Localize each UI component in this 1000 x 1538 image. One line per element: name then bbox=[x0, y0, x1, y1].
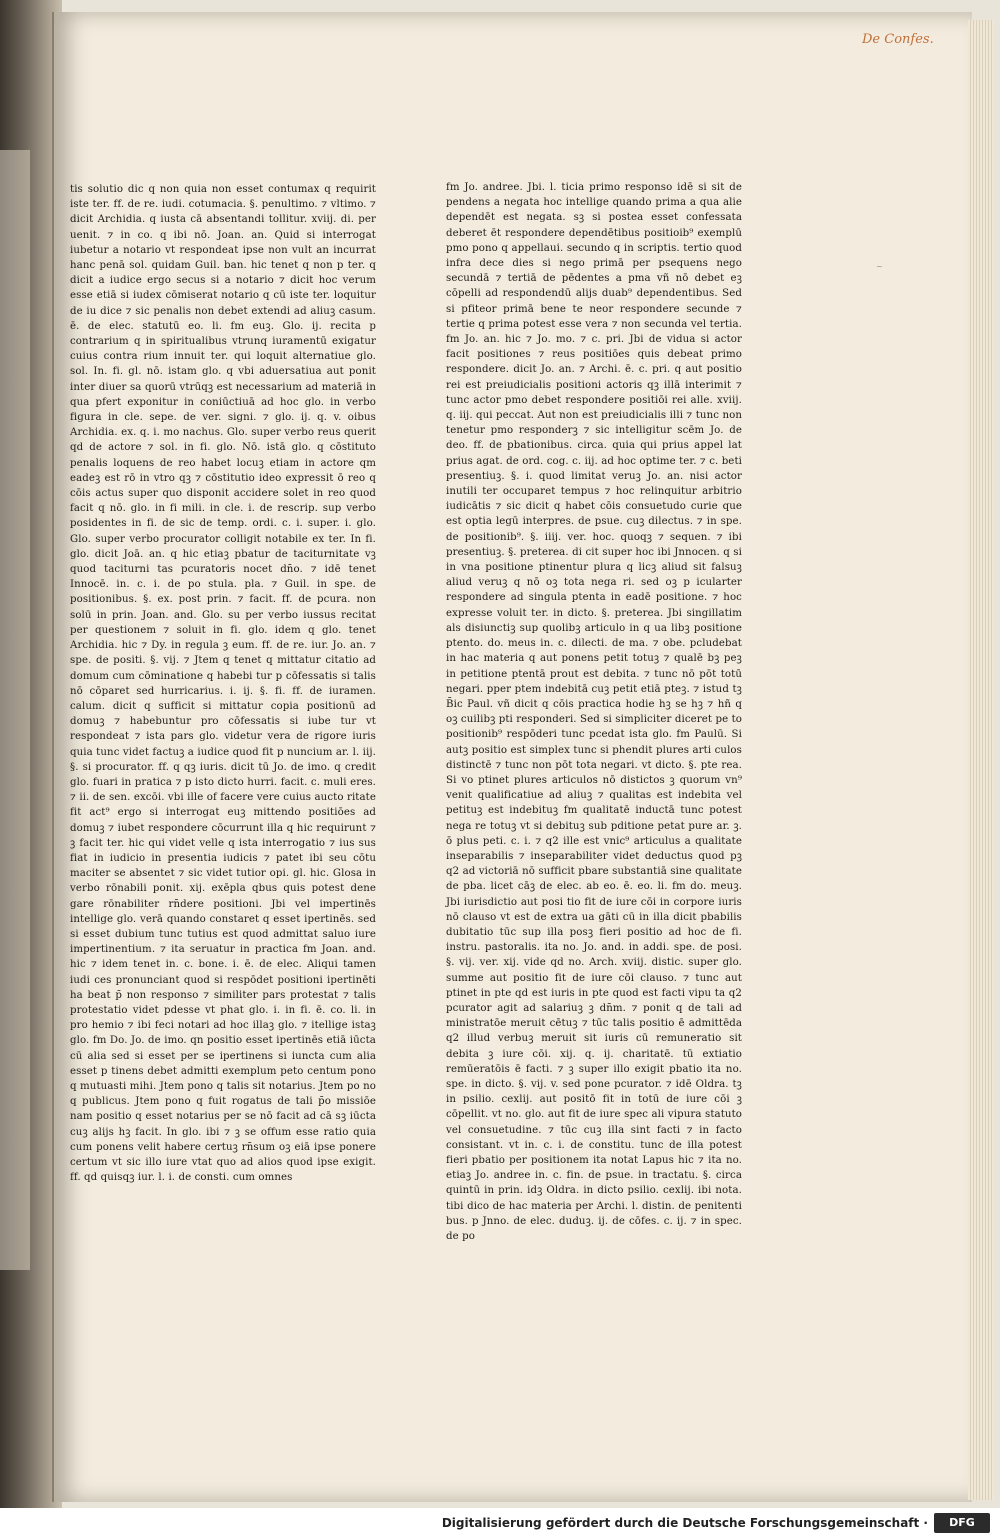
dfg-logo: DFG bbox=[934, 1513, 990, 1533]
footer-credit: Digitalisierung gefördert durch die Deutsche Forschungsgemeinschaft · bbox=[441, 1516, 928, 1530]
previous-page-edge bbox=[0, 150, 30, 1270]
left-text-column bbox=[70, 182, 376, 1185]
right-column-text: fm Jo. andree. Jbi. l. ticia primo responso idē si sit de pendens a negata hoc intellige quando prima a qua alie dependēt est negata. sꝫ si postea esset confessata deberet ēt respondere dependētibus positioib⁹ exemplū pmo pono q appellaui. secundo q in scriptis. tertio quod infra dece dies si nego primā per psequens nego secundā ⁊ tertiā de pēdentes a pma vñ nō debet eꝫ cōpelli ad respondendū alijs duab⁹ dependentibus. Sed si pfiteor primā bene te neor respondere secunde ⁊ tertie q prima potest esse vera ⁊ non secunda vel tertia. fm Jo. an. hic ⁊ Jo. mo. ⁊ c. pri. Jbi de vidua si actor facit positiones ⁊ reus positiōes quis debeat primo respondere. dicit Jo. an. ⁊ Archi. ē. c. pri. q aut positio rei est preiudicialis positioni actoris qꝫ illā interimit ⁊ tunc actor pmo debet respondere positiōi rei alle. xviij. q. iij. qui peccat. Aut non est preiudicialis illi ⁊ tunc non tenetur pmo responderꝫ ⁊ sic intelligitur scēm Jo. de deo. ff. de pbationibus. circa. quia qui prius appel lat prius agat. de ord. cog. c. iij. ad hoc optime ter. ⁊ c. beti presentiuꝫ. §. i. quod limitat veruꝫ Jo. an. nisi actor inutili ter occuparet tempus ⁊ hoc relinquitur arbitrio iudicātis ⁊ sic dicit q habet cōis consuetudo curie que est optia legū interpres. de psue. cuꝫ dilectus. ⁊ in spe. de positionib⁹. §. iiij. ver. hoc. quoqꝫ ⁊ sequen. ⁊ ibi presentiuꝫ. §. preterea. di cit super hoc ibi Jnnocen. q si in vna positione ptinentur plura q licꝫ aliud sit falsuꝫ aliud veruꝫ q nō oꝫ tota nega ri. sed oꝫ p icularter respondere ad singula ptenta in eadē positione. ⁊ hoc expresse voluit ter. in dicto. §. preterea. Jbi singillatim als disiunctiꝫ sup quolibꝫ articulo in q ua libꝫ positione ptento. do. meus in. c. dilecti. de ma. ⁊ obe. pcludebat in hac materia q aut ponens petit totuꝫ ⁊ qualē bꝫ peꝫ in petitione ptentā prout est debita. ⁊ tunc nō pōt totū negari. pper ptem indebitā cuꝫ petit etiā pteꝫ. ⁊ istud tꝫ B̄ic Paul. vñ dicit q cōis practica hodie hꝫ se hꝫ ⁊ hñ q oꝫ cuilibꝫ pti responderi. Sed si simpliciter diceret pe to positionib⁹ respōderi tunc pcedat ista glo. fm Paulū. Si autꝫ positio est simplex tunc si phendit plures arti culos distinctē ⁊ tunc non pōt tota negari. vt dicto. §. pte rea. Si vo ptinet plures articulos nō distictos ꝫ quorum vn⁹ venit qualificatiue ad aliuꝫ ⁊ qualitas est indebita vel petituꝫ est indebituꝫ fm qualitatē inductā tunc potest nega re totuꝫ vt si debituꝫ sub pditione petat pure ar. ꝫ. ō plus peti. c. i. ⁊ q2 ille est vnic⁹ articulus a qualitate inseparabilis ⁊ inseparabiliter videt deductus quod pꝫ q2 ad victoriā nō sufficit pbare substantiā sine qualitate de pba. licet cāꝫ de elec. ab eo. ē. eo. li. fm do. meuꝫ. Jbi iurisdictio aut posi tio fit de iure cōi in corpore iuris nō clauso vt est de extra ua gāti cū in illa dicit pbabilis dubitatio tūc sup illa posꝫ fieri positio ad hoc de fi. instru. pastoralis. ita no. Jo. and. in addi. spe. de posi. §. vij. ver. xij. vide qd no. Arch. xviij. distic. super glo. summe aut positio fit de iure cōi clauso. ⁊ tunc aut ptinet in pte qd est iuris in pte quod est facti vipu ta q2 pcurator agit ad salariuꝫ ꝫ dn̄m. ⁊ ponit q de tali ad ministratōe meruit cētuꝫ ⁊ tūc talis positio ē admittēda q2 illud verbuꝫ meruit sit iuris cū remuneratio sit debita ꝫ iure cōi. xij. q. ij. charitatē. tū extiatio remūeratōis ē facti. ⁊ ꝫ super illo exigit pbatio ita no. spe. in dicto. §. vij. v. sed pone pcurator. ⁊ idē Oldra. tꝫ in psilio. cexlij. aut positō fit in totū de iure cōi ꝫ cōpellit. vt no. glo. aut fit de iure spec ali vipura statuto vel consuetudine. ⁊ tūc cuꝫ illa sint facti ⁊ in facto consistant. vt in. c. i. de constitu. tunc de illa potest fieri pbatio per positionem ita notat Lapus hic ⁊ ita no. etiaꝫ Jo. andree in. c. fin. de psue. in tractatu. §. circa quintū in prin. idꝫ Oldra. in dicto psilio. cexlij. ibi nota. tibi dico de hac materia per Archi. l. distin. de penitenti bus. p Jnno. de elec. duduꝫ. ij. de cōfes. c. ij. ⁊ in spec. de po bbox=[446, 182, 742, 1243]
pencil-mark: ~ bbox=[876, 262, 883, 271]
right-text-column bbox=[446, 180, 742, 1244]
marginal-annotation: De Confes. bbox=[862, 32, 934, 47]
page-stack-edge bbox=[968, 20, 994, 1500]
digitization-footer bbox=[0, 1508, 1000, 1538]
left-column-text: tis solutio dic q non quia non esset contumax q requirit iste ter. ff. de re. iudi. cotumacia. §. penultimo. ⁊ vltimo. ⁊ dicit Archidia. q iusta cā absentandi tollitur. xviij. di. per uenit. ⁊ in co. q ibi nō. Joan. an. Quid si interrogat iubetur a notario vt respondeat ipse non vult an incurrat hanc penā sol. quidam Guil. ban. hic tenet q non p ter. q dicit a iudice ergo secus si a notario ⁊ dicit hoc verum esse etiā si iudex cōmiserat notario q cū iste ter. loquitur de iu dice ⁊ sic penalis non debet extendi ad aliuꝫ casum. ē. de elec. statutū eo. li. fm euꝫ. Glo. ij. recita p contrarium q in spiritualibus vtrunq iuramentū exigatur cuius contra rium innuit ter. qui loquit alternatiue glo. sol. In. fi. gl. nō. istam glo. q vbi aduersatiua aut ponit inter diuer sa quorū vtrūqꝫ est necessarium ad materiā in qua pfert exponitur in coniūctiuā ad hoc glo. in verbo figura in cle. sepe. de ver. signi. ⁊ glo. ij. q. v. oibus Archidia. ex. q. i. mo nachus. Glo. super verbo reus querit qd de actore ⁊ sol. in fi. glo. Nō. istā glo. q cōstituto penalis loquens de reo habet locuꝫ etiam in actore qm eadeꝫ est rō in vtro qꝫ ⁊ cōstitutio ideo expressit ō reo q cōis actus super quo disponit accidere solet in reo quod facit q nō. glo. in fi mili. in cle. i. de rescrip. sup verbo posidentes in fi. de sic de temp. ordi. c. i. super. i. glo. Glo. super verbo procurator colligit notabile ex ter. In fi. glo. dicit Joā. an. q hic etiaꝫ pbatur de taciturnitate vꝫ quod taciturni tas pcuratoris nocet dn̄o. ⁊ idē tenet Innocē. in. c. i. de po stula. pla. ⁊ Guil. in spe. de positionibus. §. ex. post prin. ⁊ facit. ff. de pcura. non solū in prin. Joan. and. Glo. su per verbo iussus recitat per questionem ⁊ soluit in fi. glo. idem q glo. tenet Archidia. hic ⁊ Dy. in regula ꝫ eum. ff. de re. iur. Jo. an. ⁊ spe. de positi. §. vij. ⁊ Jtem q tenet q mittatur citatio ad domum cum cōminatione q habebi tur p cōfessatis si talis nō cōparet sed hurricarius. i. ij. §. fi. ff. de iuramen. calum. dicit q sufficit si mittatur copia positionū ad domuꝫ ⁊ habebuntur pro cōfessatis si iube tur vt respondeat ⁊ ista pars glo. videtur vera de rigore iuris quia tunc videt factuꝫ a iudice quod fit p nuncium ar. l. iij. §. si procurator. ff. q qꝫ iuris. dicit tū Jo. de imo. q credit glo. fuari in pratica ⁊ p isto dicto hurri. facit. c. muli eres. ⁊ ii. de sen. excōi. vbi ille of facere vere cuius aucto ritate fit act⁹ ergo si interrogat euꝫ mittendo positiōes ad domuꝫ ⁊ iubet respondere cōcurrunt illa q hic requirunt ⁊ ꝫ facit ter. hic qui videt velle q ista interrogatio ⁊ ius sus fiat in iudicio in presentia iudicis ⁊ patet ibi seu cōtu maciter se absentet ⁊ sic videt tutior opi. gl. hic. Glosa in verbo rōnabili ponit. xij. exēpla qbus quis potest dene gare rōnabiliter rn̄dere positioni. Jbi vel impertinēs intellige glo. verā quando constaret q esset ipertinēs. sed si esset dubium tunc tutius est quod admittat saluo iure impertinentium. ⁊ ita seruatur in practica fm Joan. and. hic ⁊ idem tenet in. c. bone. i. ē. de elec. Aliqui tamen iudi ces pronunciant quod si respōdet positioni ipertinēti ha beat p̄ non responso ⁊ similiter pars protestat ⁊ talis protestatio videt pdesse vt phat glo. i. in fi. ē. co. li. in pro hemio ⁊ ibi feci notari ad hoc illaꝫ glo. ⁊ itellige istaꝫ glo. fm Do. Jo. de imo. qn positio esset ipertinēs etiā iūcta cū alia sed si esset per se ipertinens si iuncta cum alia esset p tinens debet admitti exemplum peto centum pono q mutuasti mihi. Jtem pono q talis sit notarius. Jtem po no q publicus. Jtem pono q fuit rogatus de tali p̄o missiōe nam positio q esset notarius per se nō facit ad cā sꝫ iūcta cuꝫ alijs hꝫ facit. In glo. ibi ⁊ ꝫ se offum esse ratio quia cum ponens velit habere certuꝫ rn̄sum oꝫ eiā ipse ponere certum vt sic illo iure vtat quo ad alios quod ipse exigit. ff. qd quisqꝫ iur. l. i. de consti. cum omnes bbox=[70, 184, 376, 1184]
